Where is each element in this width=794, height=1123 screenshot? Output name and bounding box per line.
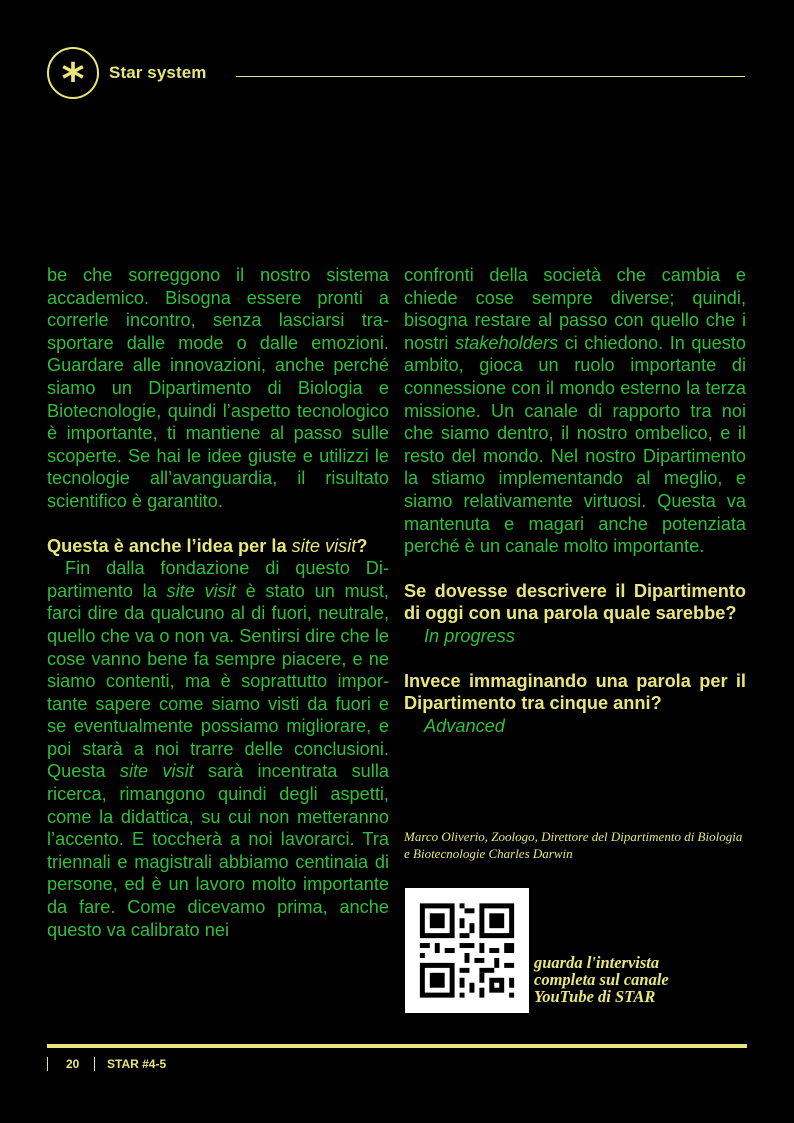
page-header xyxy=(47,47,747,103)
qr-code-icon[interactable] xyxy=(405,888,529,1013)
paragraph: be che sorreggono il nostro sistema accademico. Bisogna essere pronti a correrle incontro, senza lasciarsi trasportare dalle mode o dalle emozioni. Guardare alle innovazioni, anche perché siamo un Dipartimento di Biologia e Biotecnologie, quindi l’aspetto tecnologico è importante, ti mantiene al passo sulle scoperte. Se hai le idee giuste e utilizzi le tecnologie all’avanguardia, il risultato scientifico è garantito. xyxy=(47,265,389,511)
left-column xyxy=(47,264,389,941)
answer: Advanced xyxy=(424,715,505,736)
header-divider xyxy=(236,76,745,77)
question: Invece immaginando una parola per il Dipartimento tra cinque anni? xyxy=(404,670,746,714)
star-logo-icon: * xyxy=(47,47,99,99)
paragraph: confronti della società che cambia e chiede cose sempre diverse; quindi, bisogna restare al passo con quello che i nostri stakeholders ci chiedono. In questo ambito, gioca un ruolo importante di connessione con il mondo esterno la terza missione. Un canale di rapporto tra noi che siamo dentro, il nostro ombelico, e il resto del mondo. Nel nostro Dipartimento la stiamo implementando al meglio, e siamo relativamente virtuosi. Questa va mantenuta e magari anche potenziata perché è un canale molto importante. xyxy=(404,265,746,557)
section-title: Star system xyxy=(109,63,207,82)
page-number: 20 xyxy=(66,1057,80,1071)
right-column xyxy=(404,264,746,737)
answer: In progress xyxy=(424,625,515,646)
question: Questa è anche l’idea per la site visit? xyxy=(47,535,368,556)
footer-separator xyxy=(47,1057,48,1071)
magazine-issue: STAR #4-5 xyxy=(107,1057,167,1071)
answer-paragraph: Fin dalla fondazione di questo Dipartimento la site visit è stato un must, farci dire da qualcuno al di fuori, neutrale, quello che va o non va. Sentirsi dire che le cose vanno bene fa sempre piacere, e ne siamo contenti, ma è soprattutto importante sapere come siamo visti da fuori e se eventualmente possiamo migliorare, e poi starà a noi trarre delle conclusioni. Questa site visit sarà incentrata sulla ricerca, rimangono quindi degli aspetti, come la didattica, su cui non metteranno l’accento. E toccherà a noi lavorarci. Tra triennali e magistrali abbiamo centinaia di persone, ed è un lavoro molto importante da fare. Come dicevamo prima, anche questo va calibrato nei xyxy=(47,558,389,940)
qr-caption: guarda l'intervista completa sul canale YouTube di STAR xyxy=(534,953,669,1006)
footer-separator xyxy=(94,1057,95,1071)
author-signature: Marco Oliverio, Zoologo, Direttore del Dipartimento di Biologia e Biotecnologie Charles Darwin xyxy=(404,829,743,861)
footer-divider xyxy=(47,1044,747,1048)
question: Se dovesse descrivere il Dipartimento di oggi con una parola quale sarebbe? xyxy=(404,580,746,624)
